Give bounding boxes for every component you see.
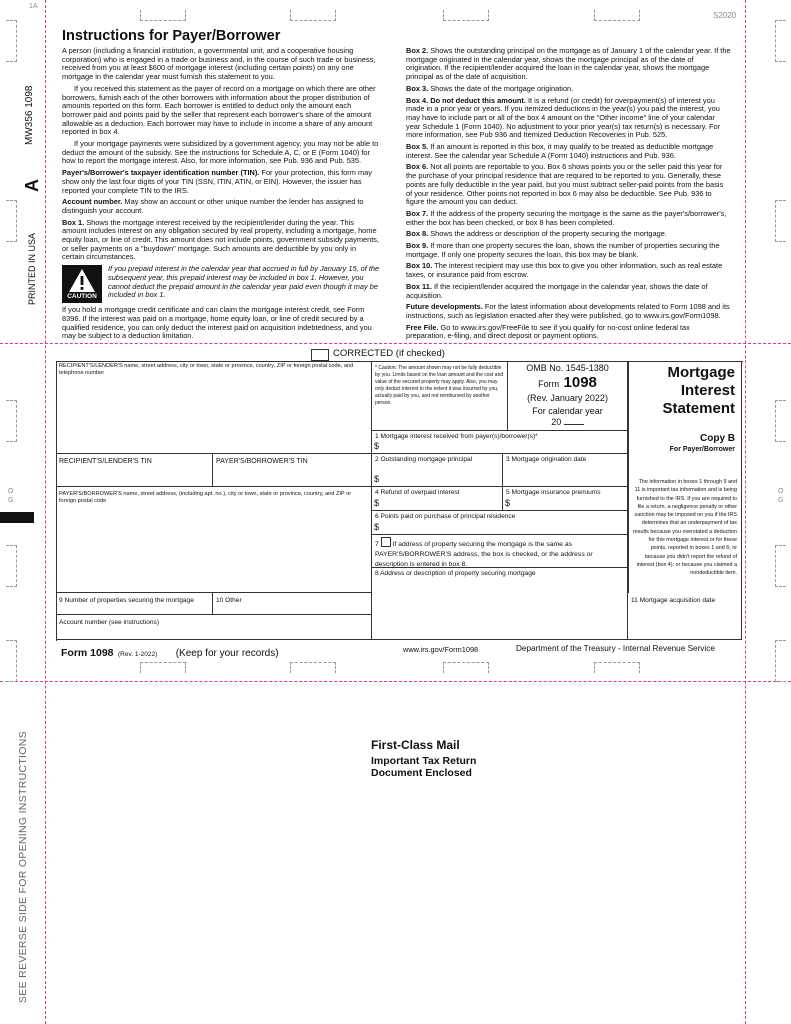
payer-tin-label: PAYER'S/BORROWER'S TIN: [216, 458, 308, 465]
edge-mark: [6, 200, 17, 242]
grid-right-border: [741, 361, 742, 640]
right-paragraph: [406, 262, 731, 279]
right-paragraph-heading: Box 5.: [406, 142, 429, 152]
year-prefix: 20: [551, 417, 562, 427]
box-2-label: 2 Outstanding mortgage principal: [375, 456, 473, 463]
printed-in: PRINTED IN USA: [27, 232, 37, 305]
corrected-label: CORRECTED (if checked): [333, 348, 445, 359]
left-paragraph-heading: Account number.: [62, 197, 123, 207]
box-2-dollar: $: [374, 474, 380, 484]
year-input[interactable]: [564, 424, 584, 425]
copy-label: Copy B: [700, 433, 735, 444]
copy-for-label: For Payer/Borrower: [669, 446, 735, 453]
recipient-tin-label: RECIPIENT'S/LENDER'S TIN: [59, 458, 152, 465]
right-paragraph-heading: Box 11.: [406, 281, 432, 291]
right-paragraph-text: The interest recipient may use this box to give you other information, such as real estate taxes, or insurance paid from escrow.: [406, 261, 723, 280]
left-paragraph-text: If you received this statement as the payer of record on a mortgage on which there are other borrowers, furnish each of the other borrowers with information about the proper distribution of amounts reported on this form. Each borrower is entitled to deduct only the amount each borrower paid and points paid by the seller that represent each borrower's share of the amount allowable as a deduction. Each borrower may have to include in income a share of any amount reported in box 4.: [62, 83, 376, 137]
footer-revision: (Rev. 1-2022): [117, 651, 158, 658]
edge-mark: [443, 10, 489, 21]
corner-code: 1A: [29, 3, 38, 10]
left-paragraph-heading: Box 1.: [62, 217, 85, 227]
corrected-checkbox[interactable]: [311, 349, 329, 361]
omb-number: OMB No. 1545-1380: [526, 363, 609, 373]
right-paragraph-heading: Box 6.: [406, 162, 429, 172]
box-10-label: 10 Other: [216, 597, 242, 604]
right-paragraph-text: Go to www.irs.gov/FreeFile to see if you qualify for no-cost online federal tax preparation, e-filing, and direct deposit or payment options.: [406, 322, 690, 341]
box-5-label: 5 Mortgage insurance premiums: [506, 489, 601, 496]
mailer-enclosed: Document Enclosed: [371, 767, 472, 779]
right-paragraph-heading: Box 3.: [406, 83, 429, 93]
right-paragraph-heading: Box 2.: [406, 46, 429, 55]
left-paragraph-text: If your mortgage payments were subsidized by a government agency, you may not be able to deduct the amount of the subsidy. See the instructions for Schedule A, C, or E (Form 1040) for how to report the mortgage interest. Also, for more information, see Pub. 936 and Pub. 535.: [62, 139, 379, 166]
right-paragraph: [406, 163, 731, 207]
edge-mark: [6, 545, 17, 587]
instructions-right-column: [406, 47, 731, 344]
right-paragraph-text: Not all points are reportable to you. Box 6 shows points you or the seller paid this year for the purchase of your principal residence that are required to be reported to you. Generally, these points are fully deductible in the year paid, but you must subtract seller-paid points from the basis of your residence. Other points not reported in box 6 may also be deductible. See Pub. 936 to figure the amount you can deduct.: [406, 162, 724, 207]
right-paragraph: [406, 143, 731, 160]
calendar-year-label: For calendar year: [532, 406, 603, 416]
right-column-divider: [628, 361, 629, 593]
box-5-field[interactable]: [503, 487, 628, 511]
box-7-field: [372, 535, 628, 568]
footer-url: www.irs.gov/Form1098: [403, 645, 479, 654]
left-paragraph-text: Shows the mortgage interest received by the recipient/lender during the year. This amount includes interest on any obligation secured by real property, including a mortgage, home equity loan, or line of credit. This amount does not include points, government subsidy payments, or seller payments on a "buydown" mortgage. Such amounts are deductible by you only in certain circumstances.: [62, 217, 380, 262]
caution-icon: [62, 265, 102, 303]
edge-mark: [443, 662, 489, 673]
edge-mark: [775, 545, 786, 587]
right-paragraph-heading: Box 9.: [406, 241, 429, 251]
right-paragraph: [406, 303, 731, 320]
box-6-label: 6 Points paid on purchase of principal residence: [375, 513, 516, 520]
edge-mark: [6, 400, 17, 442]
edge-mark: [775, 640, 786, 682]
box-11-label: 11 Mortgage acquisition date: [631, 597, 716, 604]
right-paragraph-text: If the address of the property securing the mortgage is the same as the payer's/borrower's, either the box has been checked, or box 8 has been completed.: [406, 208, 727, 227]
box-1-field[interactable]: [372, 431, 628, 454]
right-paragraph: [406, 47, 731, 82]
form-title: Mortgage Interest Statement: [662, 364, 735, 417]
right-paragraph: [406, 85, 731, 94]
box-9-label: 9 Number of properties securing the mortgage: [59, 597, 194, 604]
right-paragraph-heading: Future developments.: [406, 302, 483, 312]
form-word: Form: [538, 379, 560, 389]
box-7-label: If address of property securing the mortgage is the same as PAYER'S/BORROWER'S address, the box is checked, or the address or description is entered in box 8.: [375, 541, 593, 568]
box-4-dollar: $: [374, 498, 380, 508]
recipient-tin-field[interactable]: [56, 454, 213, 487]
box-6-field[interactable]: [372, 511, 628, 535]
side-info-text: The information in boxes 1 through 9 and 11 is important tax information and is being furnished to the IRS. If you are required to file a return, a negligence penalty or other sanction may be imposed on you if the IRS determines that an underpayment of tax results because you overstated a deduction for this mortgage interest or for these points, reported in boxes 1 and 6; or because you didn't report the refund of interest (box 4); or because you claimed a nondeductible item.: [633, 479, 737, 577]
account-number-label: Account number (see instructions): [59, 619, 160, 626]
box-6-dollar: $: [374, 522, 380, 532]
right-paragraph-heading: Free File.: [406, 322, 439, 332]
form-id-box: [508, 361, 628, 431]
payer-tin-field[interactable]: [213, 454, 372, 487]
footer-department: Department of the Treasury - Internal Revenue Service: [516, 644, 715, 653]
edge-mark: [6, 20, 17, 62]
left-paragraph: [62, 85, 380, 137]
left-paragraph: [62, 140, 380, 166]
footer-form-id: Form 1098: [61, 647, 114, 659]
og-mark-right: O G: [778, 488, 784, 504]
side-code: MW356 1098: [24, 85, 35, 145]
box-3-label: 3 Mortgage origination date: [506, 456, 587, 463]
og-mark-left: O G: [8, 488, 14, 504]
left-paragraph-heading: Payer's/Borrower's taxpayer identification number (TIN).: [62, 168, 260, 178]
caution-label: CAUTION: [67, 293, 97, 301]
form-number: 1098: [563, 374, 597, 391]
box-8-label: 8 Address or description of property securing mortgage: [375, 570, 536, 577]
right-paragraph: [406, 242, 731, 259]
right-paragraph: [406, 230, 731, 239]
edge-mark: [290, 10, 336, 21]
account-number-field[interactable]: [56, 615, 372, 640]
reverse-side-note: SEE REVERSE SIDE FOR OPENING INSTRUCTIONS: [17, 731, 29, 1003]
right-paragraph-text: Shows the outstanding principal on the mortgage as of January 1 of the calendar year. If the mortgage originated in the calendar year, shows the mortgage principal as of the date of origination. If the recipient/lender acquired the loan in the calendar year, shows the mortgage principal as of the date of acquisition.: [406, 46, 731, 82]
edge-mark: [775, 20, 786, 62]
bottom-perforation: [0, 681, 791, 682]
box-5-dollar: $: [505, 498, 511, 508]
box-1-dollar: $: [374, 441, 380, 451]
mailer-important: Important Tax Return: [371, 755, 477, 767]
side-letter: A: [22, 179, 42, 192]
box-4-label: 4 Refund of overpaid interest: [375, 489, 460, 496]
recipient-info-label: RECIPIENT'S/LENDER'S name, street address, city or town, state or province, country, ZIP or foreign postal code, and telephone number: [59, 363, 354, 376]
right-paragraph: [406, 210, 731, 227]
payer-info-field[interactable]: [56, 487, 372, 593]
right-paragraph-text: If more than one property secures the loan, shows the number of properties securing the mortgage. If only one property secures the loan, this box may be blank.: [406, 241, 720, 259]
right-paragraph-heading: Box 7.: [406, 208, 429, 218]
right-paragraph-text: It is a refund (or credit) for overpayment(s) of interest you made in a prior year or years. If you itemized deductions in the year(s) you paid the interest, you may have to include part or all of the box 4 amount on the "Other income" line of your calendar year Schedule 1 (Form 1040). No adjustment to your prior year(s) tax return(s) is necessary. For more information, see Pub 936 and Itemized Deduction Recoveries in Pub. 525.: [406, 95, 721, 140]
box-4-field[interactable]: [372, 487, 503, 511]
box-1-label: 1 Mortgage interest received from payer(s)/borrower(s)*: [375, 433, 538, 440]
edge-mark: [6, 640, 17, 682]
box-11-field[interactable]: [628, 593, 742, 640]
right-paragraph-heading: Box 4. Do not deduct this amount.: [406, 95, 526, 105]
right-perforation: [745, 0, 746, 1024]
right-paragraph: [406, 283, 731, 300]
left-paragraph-text: For your protection, this form may show only the last four digits of your TIN (SSN, ITIN, ATIN, or EIN). However, the issuer has reported your complete TIN to the IRS.: [62, 168, 372, 195]
right-paragraph-heading: Box 8.: [406, 229, 429, 239]
left-perforation: [45, 0, 46, 1024]
edge-mark: [594, 10, 640, 21]
right-paragraph-text: Shows the date of the mortgage origination.: [428, 83, 574, 93]
recipient-info-field[interactable]: [56, 361, 372, 454]
right-paragraph: [406, 324, 731, 341]
left-paragraph-text: May show an account or other unique number the lender has assigned to distinguish your account.: [62, 197, 364, 215]
footer-keep-note: (Keep for your records): [175, 648, 279, 659]
instructions-left-column: [62, 47, 380, 344]
black-alignment-bar: [0, 512, 34, 523]
box-9-field[interactable]: [56, 593, 213, 615]
edge-mark: [140, 662, 186, 673]
right-paragraph-text: If the recipient/lender acquired the mortgage in the calendar year, shows the date of acquisition.: [406, 281, 708, 300]
form-stock-code: S2020: [713, 11, 737, 20]
right-paragraph-text: If an amount is reported in this box, it may qualify to be treated as deductible mortgage interest. See the calendar year Schedule A (Form 1040) instructions and Pub. 936.: [406, 142, 714, 160]
edge-mark: [775, 400, 786, 442]
form-revision: (Rev. January 2022): [527, 393, 608, 403]
left-paragraph: [62, 47, 380, 82]
edge-mark: [290, 662, 336, 673]
caution-note-box: [372, 361, 508, 431]
box-2-field[interactable]: [372, 454, 503, 487]
left-paragraph: [62, 169, 380, 195]
left-paragraph: [62, 219, 380, 263]
left-paragraph: [62, 198, 380, 215]
caution-note-text: * Caution: The amount shown may not be fully deductible by you. Limits based on the loan amount and the cost and value of the secured property may apply. Also, you may only deduct interest to the extent it was incurred by you, actually paid by you, and not reimbursed by another person.: [375, 365, 504, 406]
edge-mark: [140, 10, 186, 21]
right-paragraph: [406, 97, 731, 141]
right-paragraph-text: Shows the address or description of the property securing the mortgage.: [428, 229, 667, 239]
form-footer: [61, 643, 279, 661]
right-paragraph-heading: Box 10.: [406, 261, 433, 271]
edge-mark: [775, 200, 786, 242]
credit-certificate-paragraph: If you hold a mortgage credit certificate and can claim the mortgage interest credit, see Form 8396. If the interest was paid on a mortgage, home equity loan, or line of credit secured by a qualified residence, you can only deduct the interest paid on acquisition indebtedness, and you may be subject to a deduction limitation.: [62, 305, 372, 341]
payer-info-label: PAYER'S/BORROWER'S name, street address, (including apt. no.), city or town, state or province, country, and ZIP or foreign postal code: [59, 491, 352, 504]
box-8-field[interactable]: [372, 568, 628, 640]
edge-mark: [594, 662, 640, 673]
left-paragraph-text: A person (including a financial institution, a governmental unit, and a cooperative housing corporation) who is engaged in a trade or business and, in the course of such trade or business, received from you at least $600 of mortgage interest (including certain points) on any one mortgage in the calendar year must furnish this statement to you.: [62, 46, 376, 82]
right-paragraph-text: For the latest information about developments related to Form 1098 and its instructions, such as legislation enacted after they were published, go to www.irs.gov/Form1098.: [406, 302, 730, 320]
instructions-title: Instructions for Payer/Borrower: [62, 28, 281, 44]
box-7-number: 7: [375, 541, 379, 548]
box-10-field[interactable]: [213, 593, 372, 615]
mailer-first-class: First-Class Mail: [371, 738, 460, 752]
box-7-checkbox[interactable]: [381, 537, 391, 547]
caution-text: If you prepaid interest in the calendar year that accrued in full by January 15, of the subsequent year, this prepaid interest may be included in box 1. However, you cannot deduct the prepaid amount in the calendar year paid even though it may be included in box 1.: [108, 264, 380, 300]
box-3-field[interactable]: [503, 454, 628, 487]
